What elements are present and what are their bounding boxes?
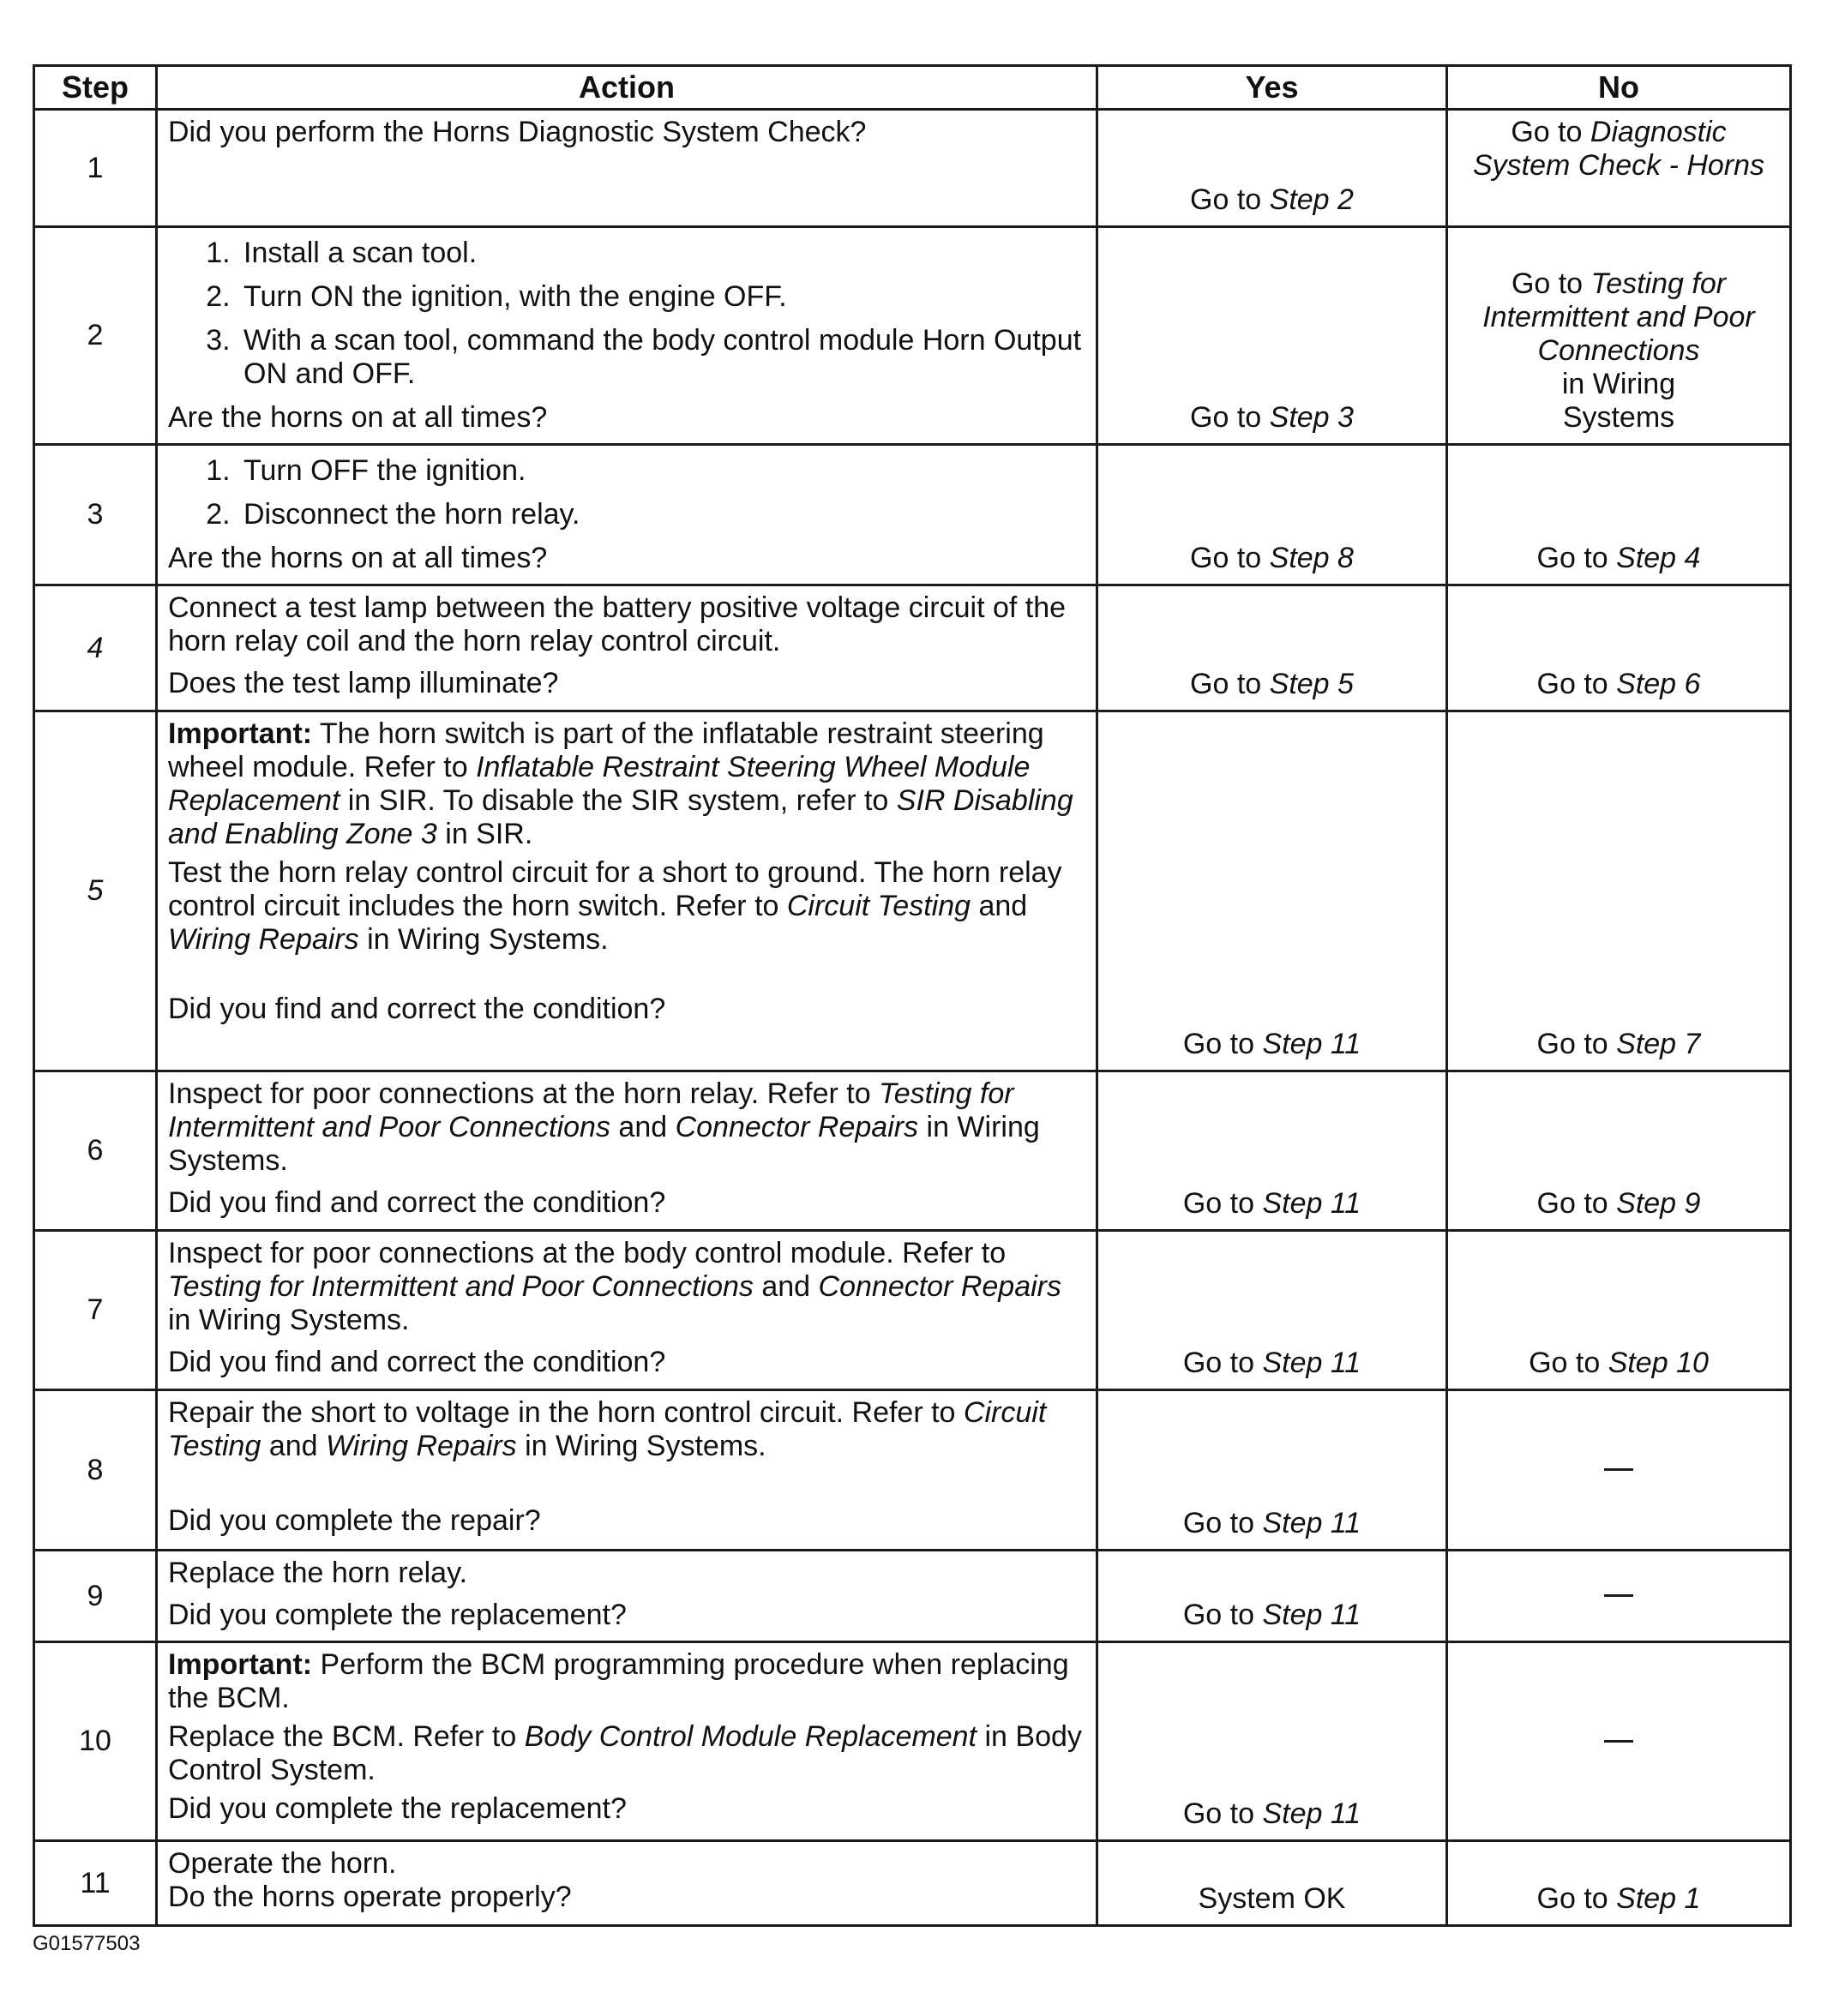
list-item: 2. Turn ON the ignition, with the engine OFF. bbox=[238, 280, 1085, 314]
action-text: Connect a test lamp between the battery positive voltage circuit of the horn relay coil and the horn relay control circuit. bbox=[168, 591, 1067, 657]
action-cell bbox=[157, 227, 1097, 445]
table-row bbox=[34, 1551, 1791, 1642]
reference-link[interactable]: Wiring Repairs bbox=[326, 1430, 517, 1462]
no-cell: Go to Step 7 bbox=[1447, 711, 1791, 1071]
reference-link[interactable]: Connections bbox=[1537, 334, 1700, 367]
yes-cell: Go to Step 11 bbox=[1097, 1390, 1447, 1551]
reference-link[interactable]: Circuit Testing bbox=[786, 890, 971, 922]
step-link[interactable]: Step 11 bbox=[1262, 1347, 1361, 1379]
action-cell bbox=[157, 110, 1097, 227]
table-row bbox=[34, 227, 1791, 445]
table-header-row bbox=[34, 66, 1791, 110]
yes-cell: Go to Step 8 bbox=[1097, 445, 1447, 585]
action-text: Replace the horn relay. bbox=[168, 1557, 468, 1589]
important-label: Important: bbox=[168, 717, 313, 750]
important-note: Important: The horn switch is part of the inflatable restraint steering wheel module. Refer to Inflatable Restraint Steering Wheel Module Replacement in SIR. To disable the SIR system, refer to SIR Disabling and Enabling Zone 3 in SIR. bbox=[168, 717, 1073, 850]
reference-link[interactable]: Connector Repairs bbox=[818, 1270, 1062, 1303]
table-row bbox=[34, 711, 1791, 1071]
figure-id: G01577503 bbox=[33, 1932, 141, 1955]
table-row bbox=[34, 1642, 1791, 1841]
action-question: Did you perform the Horns Diagnostic System Check? bbox=[168, 116, 867, 148]
step-link[interactable]: Step 9 bbox=[1616, 1187, 1701, 1220]
table-row bbox=[34, 1841, 1791, 1926]
reference-link[interactable]: Body Control Module Replacement bbox=[524, 1720, 977, 1753]
step-link[interactable]: Step 4 bbox=[1616, 542, 1701, 574]
no-cell: Go to Step 4 bbox=[1447, 445, 1791, 585]
action-cell bbox=[157, 1390, 1097, 1551]
header-yes: Yes bbox=[1097, 66, 1447, 110]
reference-link[interactable]: Testing for bbox=[1590, 267, 1727, 300]
action-text: Repair the short to voltage in the horn control circuit. Refer to Circuit Testing and Wiring Repairs in Wiring Systems. bbox=[168, 1396, 1047, 1462]
action-question: Are the horns on at all times? bbox=[168, 401, 548, 434]
no-cell: Go to Step 10 bbox=[1447, 1231, 1791, 1390]
action-text: Test the horn relay control circuit for a short to ground. The horn relay control circuit includes the horn switch. Refer to Circuit Testing and Wiring Repairs in Wiring Systems. bbox=[168, 856, 1062, 956]
header-step: Step bbox=[34, 66, 157, 110]
list-item: 2. Disconnect the horn relay. bbox=[238, 498, 1085, 531]
action-cell bbox=[157, 1841, 1097, 1926]
reference-link[interactable]: Testing for Intermittent and Poor Connections bbox=[168, 1270, 754, 1303]
no-cell: Go to Diagnostic System Check - Horns bbox=[1447, 110, 1791, 227]
action-question: Did you find and correct the condition? bbox=[168, 993, 666, 1025]
step-number: 10 bbox=[34, 1642, 157, 1841]
reference-link[interactable]: SIR Disabling and Enabling Zone 3 bbox=[168, 784, 1073, 850]
no-cell bbox=[1447, 1551, 1791, 1642]
important-note: Important: Perform the BCM programming procedure when replacing the BCM. bbox=[168, 1648, 1069, 1714]
action-cell bbox=[157, 1551, 1097, 1642]
em-dash bbox=[1604, 1740, 1633, 1743]
no-cell bbox=[1447, 1642, 1791, 1841]
step-link[interactable]: Step 10 bbox=[1608, 1347, 1709, 1379]
step-link[interactable]: Step 6 bbox=[1616, 668, 1701, 700]
step-link[interactable]: Step 11 bbox=[1262, 1028, 1361, 1060]
step-link[interactable]: Step 5 bbox=[1269, 668, 1354, 700]
action-question: Did you find and correct the condition? bbox=[168, 1186, 666, 1219]
step-number: 6 bbox=[34, 1071, 157, 1231]
action-question: Did you complete the replacement? bbox=[168, 1599, 627, 1631]
step-number: 5 bbox=[34, 711, 157, 1071]
table-row bbox=[34, 1231, 1791, 1390]
yes-cell: Go to Step 3 bbox=[1097, 227, 1447, 445]
header-action: Action bbox=[157, 66, 1097, 110]
action-text: Operate the horn. bbox=[168, 1847, 397, 1880]
list-item: 1. Turn OFF the ignition. bbox=[238, 454, 1085, 488]
action-question: Do the horns operate properly? bbox=[168, 1881, 572, 1913]
no-cell: Go to Step 1 bbox=[1447, 1841, 1791, 1926]
yes-cell: System OK bbox=[1097, 1841, 1447, 1926]
action-question: Did you complete the repair? bbox=[168, 1504, 541, 1537]
step-link[interactable]: Step 1 bbox=[1616, 1882, 1701, 1915]
reference-link[interactable]: Intermittent and Poor bbox=[1482, 301, 1755, 333]
reference-link[interactable]: Circuit Testing bbox=[168, 1396, 1047, 1462]
action-cell bbox=[157, 1231, 1097, 1390]
step-number: 1 bbox=[34, 110, 157, 227]
step-link[interactable]: Step 7 bbox=[1616, 1028, 1701, 1060]
diagnostic-table bbox=[33, 64, 1792, 1927]
reference-link[interactable]: Testing for Intermittent and Poor Connections bbox=[168, 1077, 1014, 1143]
yes-cell: Go to Step 5 bbox=[1097, 585, 1447, 711]
action-text: Inspect for poor connections at the horn relay. Refer to Testing for Intermittent and Poor Connections and Connector Repairs in Wiring Systems. bbox=[168, 1077, 1040, 1177]
yes-cell: Go to Step 11 bbox=[1097, 1551, 1447, 1642]
step-link[interactable]: Step 8 bbox=[1269, 542, 1354, 574]
reference-link[interactable]: Diagnostic bbox=[1590, 116, 1727, 148]
step-number: 3 bbox=[34, 445, 157, 585]
action-question: Does the test lamp illuminate? bbox=[168, 667, 559, 699]
yes-cell: Go to Step 11 bbox=[1097, 1642, 1447, 1841]
action-question: Did you find and correct the condition? bbox=[168, 1346, 666, 1378]
em-dash bbox=[1604, 1594, 1633, 1597]
step-link[interactable]: Step 11 bbox=[1262, 1507, 1361, 1539]
action-question: Did you complete the replacement? bbox=[168, 1792, 627, 1825]
header-no: No bbox=[1447, 66, 1791, 110]
step-number: 8 bbox=[34, 1390, 157, 1551]
no-cell: Go to Step 6 bbox=[1447, 585, 1791, 711]
step-number: 9 bbox=[34, 1551, 157, 1642]
action-cell bbox=[157, 711, 1097, 1071]
reference-link[interactable]: Inflatable Restraint Steering Wheel Module Replacement bbox=[168, 751, 1031, 817]
table-row bbox=[34, 445, 1791, 585]
yes-cell: Go to Step 11 bbox=[1097, 711, 1447, 1071]
table-row bbox=[34, 110, 1791, 227]
step-link[interactable]: Step 11 bbox=[1262, 1187, 1361, 1220]
action-cell bbox=[157, 445, 1097, 585]
action-text: Replace the BCM. Refer to Body Control Module Replacement in Body Control System. bbox=[168, 1720, 1082, 1786]
list-item: 3. With a scan tool, command the body control module Horn Output ON and OFF. bbox=[238, 324, 1085, 391]
yes-cell: Go to Step 11 bbox=[1097, 1071, 1447, 1231]
step-number: 2 bbox=[34, 227, 157, 445]
reference-link[interactable]: Wiring Repairs bbox=[168, 923, 359, 956]
important-label: Important: bbox=[168, 1648, 313, 1681]
action-cell bbox=[157, 1642, 1097, 1841]
action-cell bbox=[157, 1071, 1097, 1231]
action-question: Are the horns on at all times? bbox=[168, 542, 548, 574]
step-link[interactable]: Step 2 bbox=[1269, 183, 1354, 216]
yes-cell: Go to Step 11 bbox=[1097, 1231, 1447, 1390]
step-number: 7 bbox=[34, 1231, 157, 1390]
no-cell: Go to Step 9 bbox=[1447, 1071, 1791, 1231]
step-number: 11 bbox=[34, 1841, 157, 1926]
list-item: 1. Install a scan tool. bbox=[238, 237, 1085, 270]
no-cell: Go to Testing for Intermittent and Poor Connections in Wiring Systems bbox=[1447, 227, 1791, 445]
table-row bbox=[34, 1071, 1791, 1231]
action-text: Inspect for poor connections at the body control module. Refer to Testing for Intermittent and Poor Connections and Connector Repairs in Wiring Systems. bbox=[168, 1237, 1062, 1336]
table-row bbox=[34, 585, 1791, 711]
reference-link[interactable]: System Check - Horns bbox=[1472, 149, 1765, 182]
reference-link[interactable]: Connector Repairs bbox=[675, 1111, 919, 1143]
table-row bbox=[34, 1390, 1791, 1551]
step-link[interactable]: Step 3 bbox=[1269, 401, 1354, 434]
step-link[interactable]: Step 11 bbox=[1262, 1599, 1361, 1631]
step-number: 4 bbox=[34, 585, 157, 711]
step-link[interactable]: Step 11 bbox=[1262, 1797, 1361, 1830]
yes-cell: Go to Step 2 bbox=[1097, 110, 1447, 227]
em-dash bbox=[1604, 1468, 1633, 1471]
action-cell bbox=[157, 585, 1097, 711]
no-cell bbox=[1447, 1390, 1791, 1551]
